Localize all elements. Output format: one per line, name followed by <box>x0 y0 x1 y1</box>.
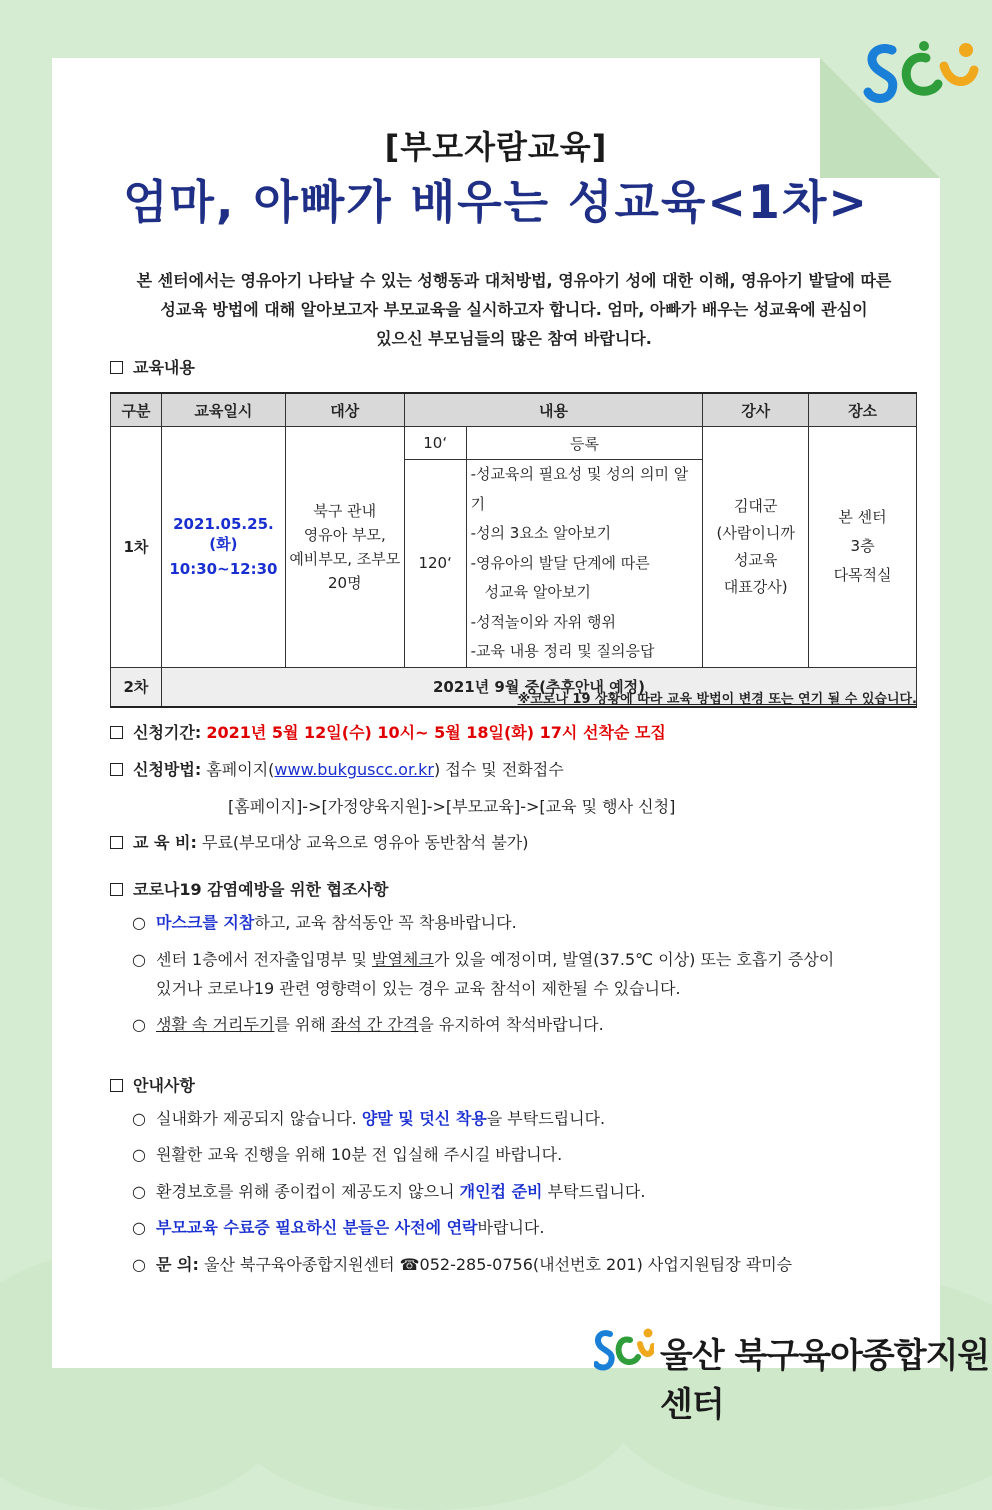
place-line: 3층 <box>850 537 875 556</box>
center-logo-icon <box>862 36 982 108</box>
item-text: 부탁드립니다. <box>542 1182 646 1201</box>
underlined-text: 발열체크 <box>372 950 434 969</box>
section-label: 안내사항 <box>133 1076 195 1095</box>
highlight-text: 마스크를 지참 <box>156 913 255 932</box>
section-label: 코로나19 감염예방을 위한 협조사항 <box>133 880 389 899</box>
circle-bullet-icon: ○ <box>132 913 146 932</box>
notice-item-certificate <box>132 1213 922 1242</box>
page-title: 엄마, 아빠가 배우는 성교육<1차> <box>123 175 869 229</box>
date-cell <box>161 427 285 668</box>
item-text: 를 위해 <box>274 1015 331 1034</box>
table-header: 장소 <box>809 393 917 427</box>
item-text: 실내화가 제공되지 않습니다. <box>156 1109 362 1128</box>
apply-method-suffix: ) 접수 및 전화접수 <box>433 760 564 779</box>
apply-method <box>110 757 564 780</box>
notice-item-contact <box>132 1250 922 1279</box>
notice-item-slippers <box>132 1104 922 1133</box>
item-text: 센터 1층에서 전자출입명부 및 <box>156 950 372 969</box>
place-cell <box>809 427 917 668</box>
item-text: 을 유지하여 착석바랍니다. <box>418 1015 604 1034</box>
checkbox-icon <box>110 361 123 374</box>
checkbox-icon <box>110 836 123 849</box>
apply-method-label: 신청방법: <box>133 760 202 779</box>
circle-bullet-icon: ○ <box>132 1145 146 1164</box>
covid-note: ※코로나 19 상황에 따라 교육 방법이 변경 또는 연기 될 수 있습니다. <box>517 692 917 707</box>
covid-item-mask <box>132 908 922 937</box>
apply-period-label: 신청기간: <box>133 723 202 742</box>
circle-bullet-icon: ○ <box>132 1255 146 1274</box>
notice-item-cup <box>132 1177 922 1206</box>
table-header: 강사 <box>703 393 809 427</box>
target-line: 20명 <box>328 573 362 592</box>
fee-label: 교 육 비: <box>133 833 197 852</box>
highlight-text: 부모교육 수료증 필요하신 분들은 사전에 연락 <box>156 1218 478 1237</box>
homepage-link[interactable]: www.bukguscc.or.kr <box>274 760 434 779</box>
contact-label: 문 의: <box>156 1255 199 1274</box>
target-line: 영유아 부모, <box>303 525 386 544</box>
document-paper <box>52 58 940 1368</box>
table-row <box>111 427 917 460</box>
checkbox-icon <box>110 883 123 896</box>
covid-item-distance <box>132 1010 922 1039</box>
table-header: 대상 <box>285 393 404 427</box>
content-line: -성의 3요소 알아보기 <box>470 524 612 542</box>
section-label: 교육내용 <box>133 358 195 377</box>
round-cell: 2차 <box>111 667 162 707</box>
footer-org-name: 울산 북구육아종합지원센터 <box>660 1336 990 1425</box>
instructor-line: 김대군 <box>733 496 778 515</box>
content-line: -성교육의 필요성 및 성의 의미 알기 <box>470 465 689 513</box>
intro-line: 있으신 부모님들의 많은 참여 바랍니다. <box>376 329 652 348</box>
fee-value: 무료(부모대상 교육으로 영유아 동반참석 불가) <box>202 833 529 852</box>
circle-bullet-icon: ○ <box>132 1015 146 1034</box>
place-line: 다목적실 <box>833 566 892 585</box>
content-line: 성교육 알아보기 <box>484 583 591 601</box>
instructor-line: (사람이니까 <box>716 523 795 542</box>
education-fee <box>110 830 529 853</box>
highlight-text: 양말 및 덧신 착용 <box>361 1109 487 1128</box>
table-header: 교육일시 <box>161 393 285 427</box>
content-line: -성적놀이와 자위 행위 <box>470 612 617 631</box>
circle-bullet-icon: ○ <box>132 950 146 969</box>
item-text-line2: 있거나 코로나19 관련 영향력이 있는 경우 교육 참석이 제한될 수 있습니다. <box>156 979 681 998</box>
instructor-cell <box>703 427 809 668</box>
intro-line: 본 센터에서는 영유아기 나타날 수 있는 성행동과 대처방법, 영유아기 성에 대한 이해, 영유아기 발달에 따른 <box>136 271 892 290</box>
instructor-line: 대표강사) <box>723 577 788 596</box>
item-text: 하고, 교육 참석동안 꼭 착용바랍니다. <box>254 913 517 932</box>
instructor-line: 성교육 <box>733 550 778 569</box>
target-line: 예비부모, 조부모 <box>289 549 401 568</box>
content-line: -영유아의 발달 단계에 따른 <box>470 553 650 572</box>
reg-label-cell: 등록 <box>466 427 703 460</box>
target-line: 북구 관내 <box>313 501 377 520</box>
date-text: 2021.05.25.(화) <box>173 515 274 554</box>
round2-info-cell: 2021년 9월 중(추후안내 예정) <box>161 667 916 707</box>
content-line: -교육 내용 정리 및 질의응답 <box>470 642 655 660</box>
time-text: 10:30~12:30 <box>169 560 278 579</box>
reg-time-cell: 10‘ <box>404 427 466 460</box>
covid-item-fever <box>132 945 922 1003</box>
item-text: 을 부탁드립니다. <box>486 1109 606 1128</box>
underlined-text: 좌석 간 간격 <box>330 1015 419 1034</box>
section-covid <box>110 877 388 900</box>
circle-bullet-icon: ○ <box>132 1218 146 1237</box>
item-text: 바랍니다. <box>477 1218 545 1237</box>
circle-bullet-icon: ○ <box>132 1182 146 1201</box>
table-header-row <box>111 393 917 427</box>
apply-path: [홈페이지]->[가정양육지원]->[부모교육]->[교육 및 행사 신청] <box>228 797 676 816</box>
highlight-text: 개인컵 준비 <box>459 1182 543 1201</box>
table-header: 구분 <box>111 393 162 427</box>
round-cell: 1차 <box>111 427 162 668</box>
schedule-table <box>110 392 917 708</box>
table-header: 내용 <box>404 393 703 427</box>
section-notice <box>110 1073 195 1096</box>
checkbox-icon <box>110 763 123 776</box>
apply-period <box>110 720 666 743</box>
target-cell <box>285 427 404 668</box>
checkbox-icon <box>110 1079 123 1092</box>
underlined-text: 생활 속 거리두기 <box>156 1015 275 1034</box>
intro-paragraph <box>108 266 920 353</box>
section-education-content <box>110 355 195 378</box>
checkbox-icon <box>110 726 123 739</box>
circle-bullet-icon: ○ <box>132 1109 146 1128</box>
item-text: 환경보호를 위해 종이컵이 제공도지 않으니 <box>156 1182 460 1201</box>
item-text: 가 있을 예정이며, 발열(37.5℃ 이상) 또는 호흡기 증상이 <box>433 950 835 969</box>
footer-logo-icon <box>594 1324 654 1374</box>
contact-value: 울산 북구육아종합지원센터 ☎052-285-0756(내선번호 201) 사업지원팀장 곽미승 <box>203 1255 793 1274</box>
content-cell <box>466 460 703 668</box>
notice-item-arrival <box>132 1140 922 1169</box>
main-time-cell: 120‘ <box>404 460 466 668</box>
intro-line: 성교육 방법에 대해 알아보고자 부모교육을 실시하고자 합니다. 엄마, 아빠가 배우는 성교육에 관심이 <box>160 300 868 319</box>
place-line: 본 센터 <box>838 508 887 527</box>
apply-method-prefix: 홈페이지( <box>206 760 275 779</box>
item-text: 원활한 교육 진행을 위해 10분 전 입실해 주시길 바랍니다. <box>156 1145 563 1164</box>
apply-period-value: 2021년 5월 12일(수) 10시~ 5월 18일(화) 17시 선착순 모집 <box>206 723 666 742</box>
page-subtitle: [부모자람교육] <box>384 128 608 166</box>
